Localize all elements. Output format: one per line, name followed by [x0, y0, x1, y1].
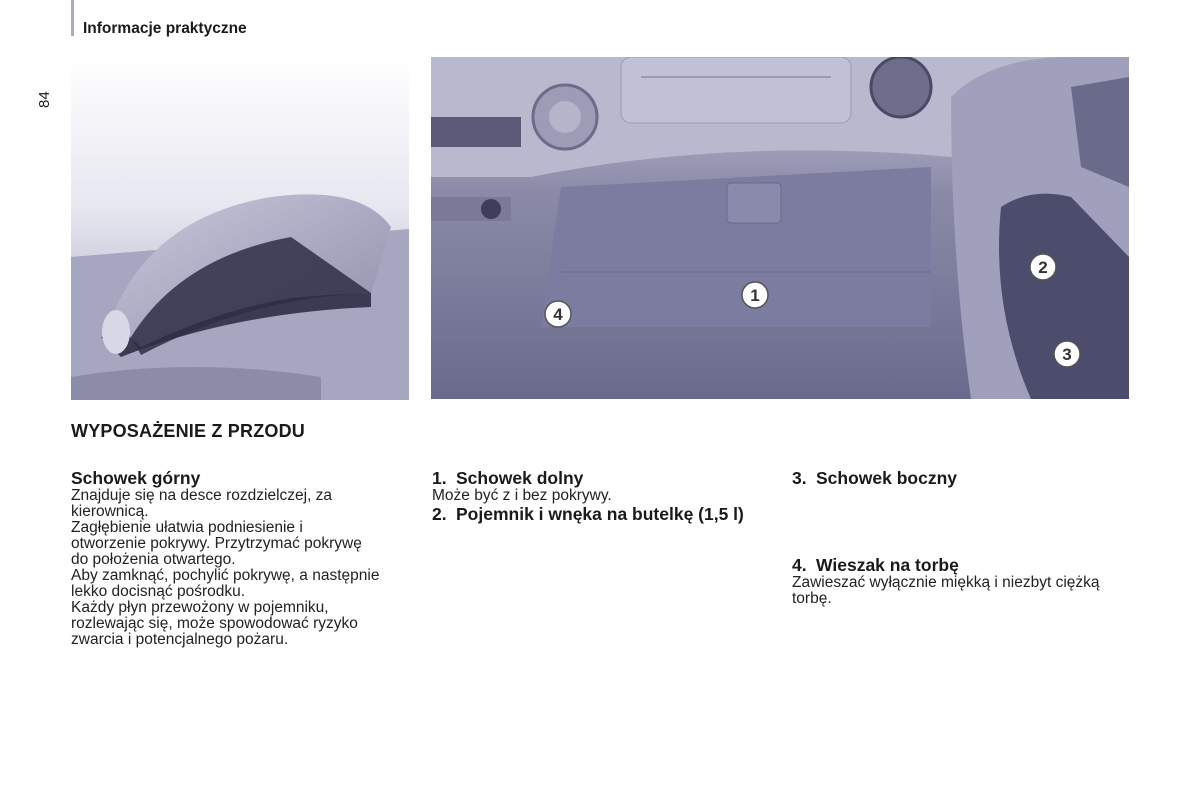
bag-hook-heading — [792, 555, 1132, 575]
svg-text:1: 1 — [750, 286, 760, 305]
column-items-3-4 — [792, 468, 1132, 607]
callout-3 — [1054, 341, 1080, 367]
side-storage-heading — [792, 468, 1132, 488]
item-number: 1. — [432, 468, 447, 488]
item-heading-text: Wieszak na torbę — [816, 555, 959, 575]
item-number: 4. — [792, 555, 807, 575]
callout-2 — [1030, 254, 1056, 280]
paragraph: Znajduje się na desce rozdzielczej, za kierownicą. — [71, 487, 333, 520]
column-upper-storage — [71, 468, 411, 648]
item-heading-text: Schowek boczny — [816, 468, 958, 488]
svg-text:2: 2 — [1038, 258, 1048, 277]
column-items-1-2 — [432, 468, 772, 524]
item-heading-text: Pojemnik i wnęka na butelkę (1,5 l) — [456, 504, 744, 524]
upper-storage-heading: Schowek górny — [71, 468, 201, 488]
callout-1 — [742, 282, 768, 308]
lower-storage-heading — [432, 468, 772, 488]
paragraph: Zawieszać wyłącznie miękką i niezbyt ciężką torbę. — [792, 574, 1100, 607]
svg-text:4: 4 — [553, 305, 563, 324]
paragraph: Każdy płyn przewożony w pojemniku, rozlewając się, może spowodować ryzyko zwarcia i potencjalnego pożaru. — [71, 599, 358, 648]
paragraph: Zagłębienie ułatwia podniesienie i otworzenie pokrywy. Przytrzymać pokrywę do położenia otwartego. — [71, 519, 362, 568]
dashboard-illustration — [431, 57, 1129, 399]
item-number: 2. — [432, 504, 447, 524]
page-title: WYPOSAŻENIE Z PRZODU — [71, 421, 306, 441]
paragraph: Aby zamknąć, pochylić pokrywę, a następnie lekko docisnąć pośrodku. — [71, 567, 380, 600]
paragraph: Może być z i bez pokrywy. — [432, 487, 612, 504]
section-header: Informacje praktyczne — [83, 20, 247, 37]
upper-storage-illustration — [71, 57, 409, 400]
svg-text:3: 3 — [1062, 345, 1072, 364]
callout-4 — [545, 301, 571, 327]
item-heading-text: Schowek dolny — [456, 468, 584, 488]
page-number: 84 — [36, 91, 53, 108]
bottle-holder-heading — [432, 504, 772, 524]
header-accent-bar — [71, 0, 74, 36]
item-number: 3. — [792, 468, 807, 488]
